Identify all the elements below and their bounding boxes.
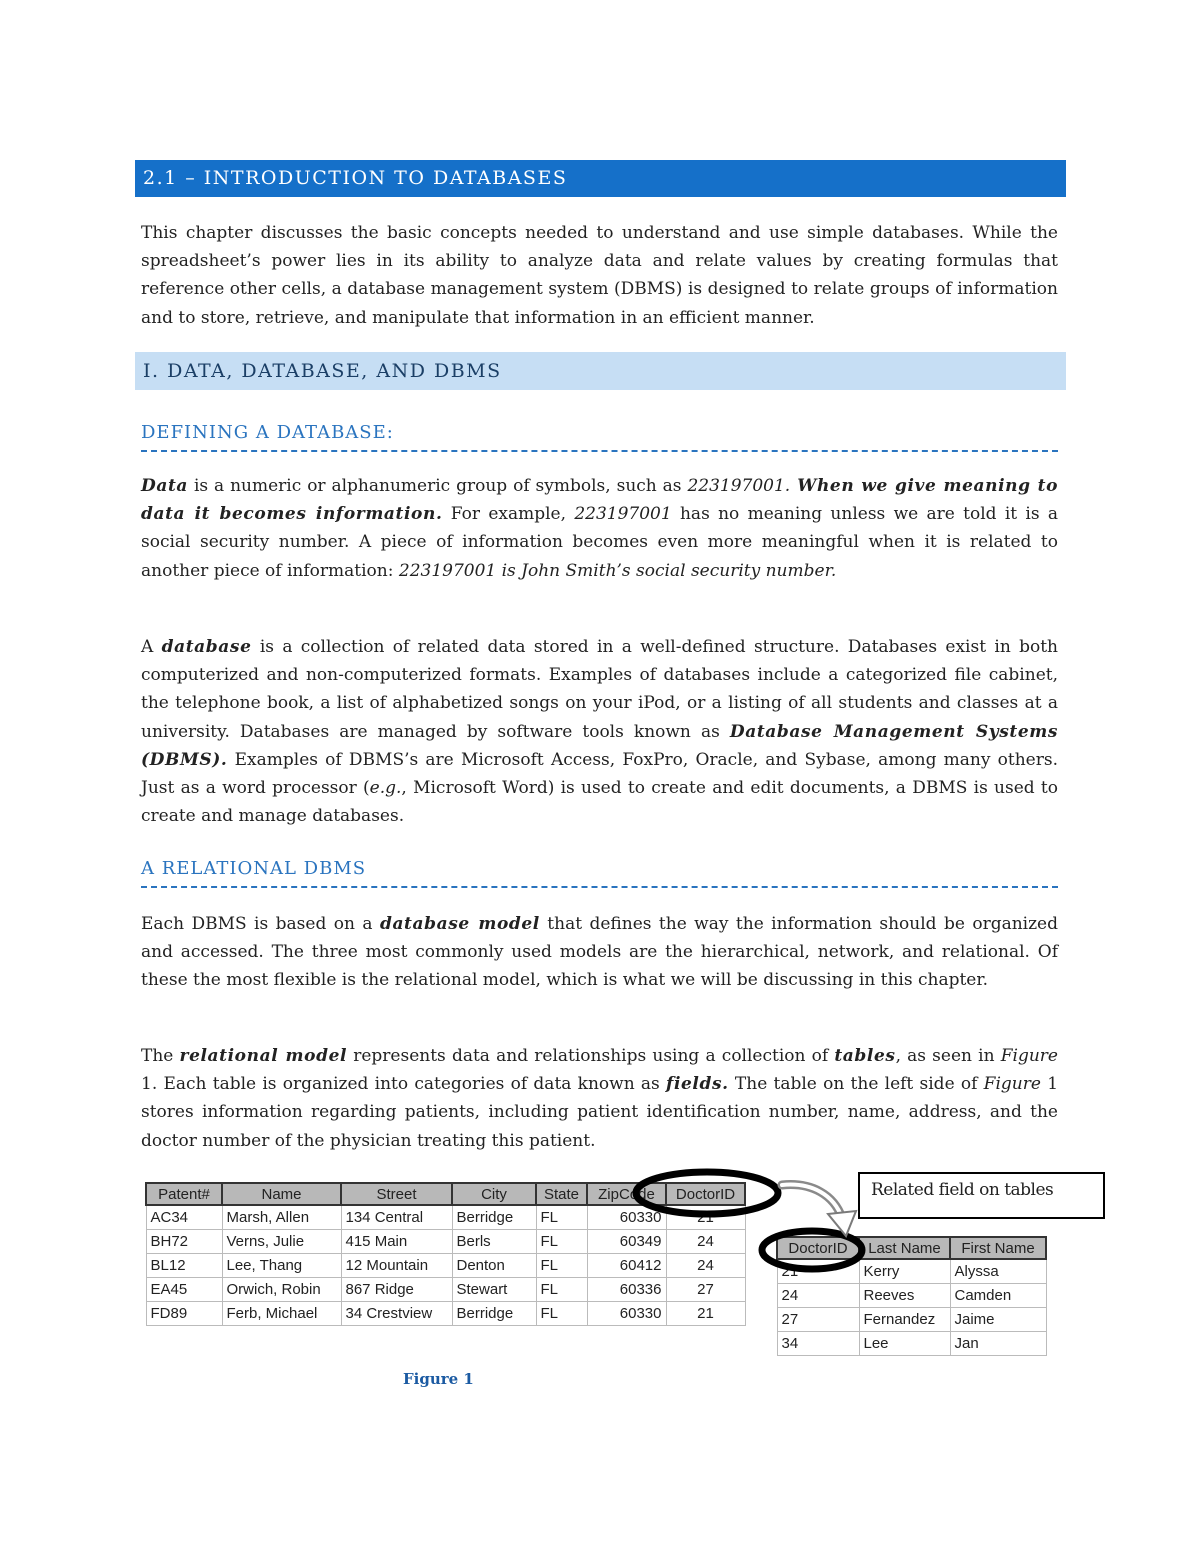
table-cell: 34 <box>777 1332 859 1356</box>
table-cell: 12 Mountain <box>341 1254 452 1278</box>
callout-text: Related field on tables <box>871 1180 1054 1200</box>
table-row <box>146 1302 745 1326</box>
relational-model-paragraph: The relational model represents data and relationships using a collection of tables, as seen in Figure 1. Each table is organized into categories of data known as fields. The table on the left side of Figure 1 stores information regarding patients, including patient identification number, name, address, and the doctor number of the physician treating this patient. <box>141 1046 1059 1151</box>
section-title-banner <box>135 160 1066 197</box>
table-cell: Ferb, Michael <box>222 1302 341 1326</box>
table-header-row <box>146 1183 745 1205</box>
column-header: ZipCode <box>587 1183 666 1205</box>
table-cell: 60349 <box>587 1230 666 1254</box>
database-paragraph: A database is a collection of related data stored in a well-defined structure. Databases exist in both computerized and non-computerized formats. Examples of databases include a categorized file cabinet, the telephone book, a list of alphabetized songs on your iPod, or a listing of all students and classes at a university. Databases are managed by software tools known as Database Management Systems (DBMS). Examples of DBMS’s are Microsoft Access, FoxPro, Oracle, and Sybase, among many others. Just as a word processor (e.g., Microsoft Word) is used to create and edit documents, a DBMS is used to create and manage databases. <box>141 637 1058 827</box>
relation-arrow-head <box>828 1211 856 1236</box>
table-cell: 60412 <box>587 1254 666 1278</box>
table-cell: Jaime <box>950 1308 1046 1332</box>
table-cell: 415 Main <box>341 1230 452 1254</box>
table-cell: Fernandez <box>859 1308 950 1332</box>
column-header: Name <box>222 1183 341 1205</box>
table-cell: Berridge <box>452 1302 536 1326</box>
column-header: Last Name <box>859 1237 950 1259</box>
table-cell: Denton <box>452 1254 536 1278</box>
table-cell: Berridge <box>452 1205 536 1230</box>
table-row <box>777 1284 1046 1308</box>
dbms-model-paragraph: Each DBMS is based on a database model that defines the way the information should be organized and accessed. The three most commonly used models are the hierarchical, network, and relational. Of these the most flexible is the relational model, which is what we will be discussing in this chapter. <box>141 914 1059 991</box>
column-header: Street <box>341 1183 452 1205</box>
figure-caption: Figure 1 <box>403 1370 474 1388</box>
table-cell: BH72 <box>146 1230 222 1254</box>
table-cell: 134 Central <box>341 1205 452 1230</box>
relational-dbms-heading: A RELATIONAL DBMS <box>141 858 1058 888</box>
table-cell: 21 <box>666 1302 745 1326</box>
table-cell: 867 Ridge <box>341 1278 452 1302</box>
table-cell: Orwich, Robin <box>222 1278 341 1302</box>
table-cell: Kerry <box>859 1259 950 1284</box>
subsection-title: I. DATA, DATABASE, AND DBMS <box>143 360 502 382</box>
table-cell: Reeves <box>859 1284 950 1308</box>
table-cell: EA45 <box>146 1278 222 1302</box>
table-cell: Stewart <box>452 1278 536 1302</box>
table-cell: Jan <box>950 1332 1046 1356</box>
table-cell: Camden <box>950 1284 1046 1308</box>
related-field-callout <box>858 1172 1105 1219</box>
table-cell: Verns, Julie <box>222 1230 341 1254</box>
table-row <box>146 1254 745 1278</box>
patients-table <box>145 1182 746 1326</box>
table-cell: Alyssa <box>950 1259 1046 1284</box>
doctors-table <box>776 1236 1047 1356</box>
table-cell: Lee <box>859 1332 950 1356</box>
column-header: City <box>452 1183 536 1205</box>
table-cell: 24 <box>666 1230 745 1254</box>
table-cell: FD89 <box>146 1302 222 1326</box>
table-row <box>146 1230 745 1254</box>
table-cell: 27 <box>666 1278 745 1302</box>
table-cell: 24 <box>777 1284 859 1308</box>
table-cell: BL12 <box>146 1254 222 1278</box>
table-cell: 24 <box>666 1254 745 1278</box>
column-header: First Name <box>950 1237 1046 1259</box>
table-cell: 60336 <box>587 1278 666 1302</box>
table-cell: FL <box>536 1205 587 1230</box>
section-title: 2.1 – INTRODUCTION TO DATABASES <box>143 167 568 189</box>
table-cell: FL <box>536 1254 587 1278</box>
table-row <box>777 1308 1046 1332</box>
column-header: State <box>536 1183 587 1205</box>
table-cell: 27 <box>777 1308 859 1332</box>
table-cell: FL <box>536 1278 587 1302</box>
table-cell: 60330 <box>587 1302 666 1326</box>
column-header: DoctorID <box>777 1237 859 1259</box>
table-cell: FL <box>536 1230 587 1254</box>
table-cell: 60330 <box>587 1205 666 1230</box>
table-row <box>777 1332 1046 1356</box>
column-header: Patent# <box>146 1183 222 1205</box>
table-cell: 34 Crestview <box>341 1302 452 1326</box>
table-cell: FL <box>536 1302 587 1326</box>
table-row <box>777 1259 1046 1284</box>
table-header-row <box>777 1237 1046 1259</box>
table-cell: 21 <box>777 1259 859 1284</box>
table-row <box>146 1278 745 1302</box>
intro-paragraph: This chapter discusses the basic concepts needed to understand and use simple databases. While the spreadsheet’s power lies in its ability to analyze data and relate values by creating formulas that reference other cells, a database management system (DBMS) is designed to relate groups of information and to store, retrieve, and manipulate that information in an efficient manner. <box>141 223 1058 328</box>
defining-database-heading: DEFINING A DATABASE: <box>141 422 1058 452</box>
table-cell: Berls <box>452 1230 536 1254</box>
column-header: DoctorID <box>666 1183 745 1205</box>
table-cell: Marsh, Allen <box>222 1205 341 1230</box>
data-paragraph: Data is a numeric or alphanumeric group of symbols, such as 223197001. When we give meaning to data it becomes information. For example, 223197001 has no meaning unless we are told it is a social security number. A piece of information becomes even more meaningful when it is related to another piece of information: 223197001 is John Smith’s social security number. <box>141 476 1059 581</box>
subsection-title-banner <box>135 352 1066 390</box>
table-cell: AC34 <box>146 1205 222 1230</box>
table-cell: 21 <box>666 1205 745 1230</box>
relation-arrow-shaft <box>782 1185 842 1218</box>
table-cell: Lee, Thang <box>222 1254 341 1278</box>
table-row <box>146 1205 745 1230</box>
relation-arrow-shaft-inner <box>782 1185 842 1218</box>
